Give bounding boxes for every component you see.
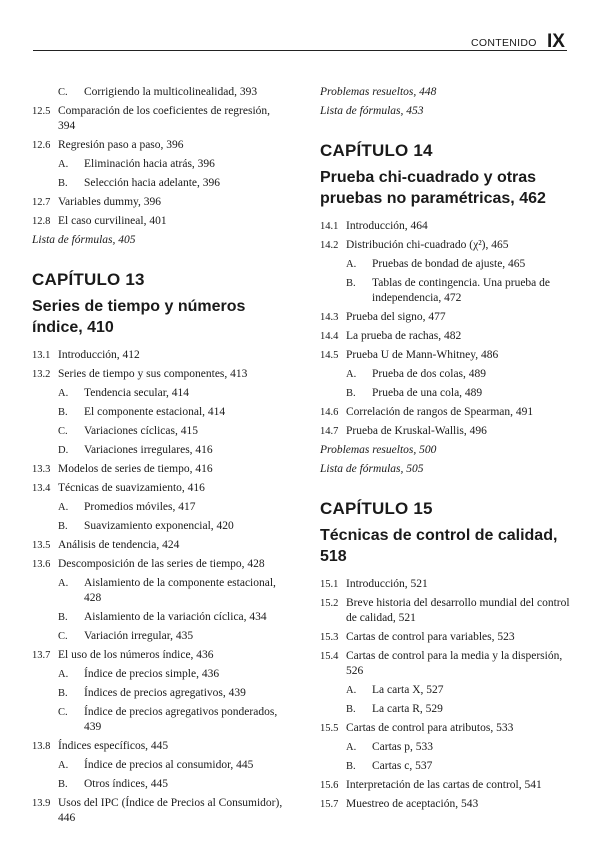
toc-entry-text: Lista de fórmulas, 453 [320,105,424,117]
chapter-label: CAPÍTULO 15 [320,499,433,518]
toc-entry-number: 14.4 [320,331,339,342]
toc-entry-number: A. [58,388,69,399]
toc-entry-text: Cartas p, 533 [372,741,434,753]
toc-list [320,577,575,812]
toc-entry [32,705,290,735]
toc-entry-number: 13.7 [32,650,51,661]
toc-list [320,219,575,477]
toc-entry [320,778,575,793]
toc-entry [320,85,575,100]
toc-entry-text: Índices específicos, 445 [58,740,169,752]
toc-entry-number: A. [58,760,69,771]
toc-entry-text: Prueba de dos colas, 489 [372,368,487,380]
toc-entry [32,739,290,754]
running-header: CONTENIDO [471,37,537,49]
toc-entry [320,683,575,698]
toc-entry [32,157,290,172]
toc-entry-text: Corrigiendo la multicolinealidad, 393 [84,86,258,98]
toc-entry [320,104,575,119]
toc-entry [32,481,290,496]
toc-entry-text: Problemas resueltos, 448 [320,86,437,98]
toc-entry [320,443,575,458]
toc-entry-text: Descomposición de las series de tiempo, 428 [58,558,265,570]
toc-entry-number: A. [346,369,357,380]
toc-entry-number: 12.8 [32,216,51,227]
toc-entry-number: 12.5 [32,106,51,117]
toc-entry-number: 12.6 [32,140,51,151]
toc-entry-text: Lista de fórmulas, 505 [320,463,424,475]
toc-entry-number: 14.3 [320,312,339,323]
toc-entry-number: D. [58,445,69,456]
toc-entry-number: 15.6 [320,780,339,791]
toc-entry-text: Promedios móviles, 417 [84,501,196,513]
chapter-label: CAPÍTULO 14 [320,141,433,160]
toc-entry [320,649,575,679]
toc-entry-text: Breve historia del desarrollo mundial del control de calidad, 521 [346,597,570,624]
toc-entry [32,85,290,100]
toc-entry [32,686,290,701]
toc-entry-number: C. [58,87,68,98]
toc-entry-text: Prueba del signo, 477 [346,311,446,323]
toc-entry-text: Índices de precios agregativos, 439 [84,687,246,699]
toc-entry-number: 14.2 [320,240,339,251]
toc-entry-number: B. [58,612,68,623]
toc-column-left [32,85,290,830]
toc-entry [32,462,290,477]
toc-entry-text: Tablas de contingencia. Una prueba de independencia, 472 [372,277,551,304]
toc-entry [32,610,290,625]
toc-entry-number: 14.1 [320,221,339,232]
toc-entry-number: B. [346,761,356,772]
toc-entry-number: B. [346,388,356,399]
page-number: IX [547,31,565,52]
toc-entry-text: Índice de precios al consumidor, 445 [84,759,254,771]
toc-entry [32,367,290,382]
toc-entry-text: Cartas de control para la media y la dispersión, 526 [346,650,563,677]
toc-entry-text: Problemas resueltos, 500 [320,444,437,456]
toc-entry [32,667,290,682]
toc-entry-text: Comparación de los coeficientes de regresión, 394 [58,105,271,132]
toc-entry [32,195,290,210]
toc-entry [320,721,575,736]
toc-entry-text: Variación irregular, 435 [84,630,194,642]
toc-entry-text: Análisis de tendencia, 424 [58,539,180,551]
toc-entry-number: 15.7 [320,799,339,810]
toc-entry [320,740,575,755]
chapter-title: Series de tiempo y números índice, 410 [32,298,246,336]
toc-entry-number: 15.5 [320,723,339,734]
toc-entry [32,576,290,606]
toc-list [32,85,290,248]
toc-entry-text: La prueba de rachas, 482 [346,330,462,342]
toc-entry [32,233,290,248]
toc-entry [320,424,575,439]
toc-entry-number: A. [346,259,357,270]
toc-entry-number: 14.6 [320,407,339,418]
toc-entry-number: A. [58,159,69,170]
toc-entry-number: 14.7 [320,426,339,437]
toc-entry-number: 15.1 [320,579,339,590]
toc-entry [32,557,290,572]
toc-entry-text: Prueba U de Mann-Whitney, 486 [346,349,499,361]
toc-entry-text: La carta R, 529 [372,703,443,715]
toc-entry [320,219,575,234]
toc-entry [32,214,290,229]
toc-entry-number: A. [58,502,69,513]
toc-list [32,348,290,826]
toc-entry-number: A. [346,685,357,696]
toc-entry [32,138,290,153]
toc-entry [320,310,575,325]
toc-entry-number: 13.2 [32,369,51,380]
toc-entry-text: Técnicas de suavizamiento, 416 [58,482,205,494]
toc-entry [320,405,575,420]
toc-entry-text: Introducción, 464 [346,220,428,232]
toc-entry [32,758,290,773]
toc-entry-text: Variaciones cíclicas, 415 [84,425,198,437]
toc-entry-text: Prueba de Kruskal-Wallis, 496 [346,425,487,437]
toc-entry-text: Índice de precios simple, 436 [84,668,220,680]
toc-entry-text: Variaciones irregulares, 416 [84,444,213,456]
toc-entry [320,238,575,253]
toc-entry-number: B. [58,779,68,790]
toc-entry [320,462,575,477]
toc-entry-text: Usos del IPC (Índice de Precios al Consumidor), 446 [58,797,283,824]
toc-entry-text: Variables dummy, 396 [58,196,162,208]
toc-entry-text: Aislamiento de la variación cíclica, 434 [84,611,267,623]
chapter-label: CAPÍTULO 13 [32,270,145,289]
toc-entry [32,519,290,534]
toc-entry [32,629,290,644]
toc-entry-number: 13.4 [32,483,51,494]
toc-entry-text: El componente estacional, 414 [84,406,226,418]
toc-entry-text: Series de tiempo y sus componentes, 413 [58,368,248,380]
toc-entry [32,176,290,191]
toc-entry-text: Suavizamiento exponencial, 420 [84,520,234,532]
toc-entry-number: 13.8 [32,741,51,752]
toc-entry [32,796,290,826]
toc-entry-text: Introducción, 412 [58,349,140,361]
toc-entry-number: 14.5 [320,350,339,361]
toc-entry-text: Introducción, 521 [346,578,428,590]
toc-entry-number: C. [58,707,68,718]
toc-entry-text: El uso de los números índice, 436 [58,649,214,661]
toc-entry [320,759,575,774]
toc-entry [32,777,290,792]
toc-entry-text: Lista de fórmulas, 405 [32,234,136,246]
toc-entry [32,500,290,515]
toc-entry-number: 15.4 [320,651,339,662]
toc-entry-text: Eliminación hacia atrás, 396 [84,158,215,170]
toc-entry-text: Distribución chi-cuadrado (χ²), 465 [346,239,509,251]
toc-entry [32,348,290,363]
toc-entry [32,405,290,420]
toc-entry-number: C. [58,426,68,437]
toc-entry-text: Modelos de series de tiempo, 416 [58,463,213,475]
toc-column-right [320,85,575,816]
toc-entry-number: B. [58,178,68,189]
toc-entry-number: 13.3 [32,464,51,475]
toc-entry-text: Selección hacia adelante, 396 [84,177,221,189]
toc-entry [320,386,575,401]
toc-entry-text: Prueba de una cola, 489 [372,387,483,399]
toc-entry-text: Pruebas de bondad de ajuste, 465 [372,258,526,270]
toc-entry-text: Otros índices, 445 [84,778,169,790]
toc-entry [320,797,575,812]
toc-entry-number: A. [346,742,357,753]
toc-entry [320,630,575,645]
toc-entry [320,257,575,272]
toc-entry-text: El caso curvilineal, 401 [58,215,167,227]
toc-entry-number: 15.2 [320,598,339,609]
toc-entry [320,596,575,626]
toc-entry [32,538,290,553]
toc-entry-number: 13.1 [32,350,51,361]
toc-entry-number: 15.3 [320,632,339,643]
toc-entry [32,386,290,401]
toc-entry-number: 13.5 [32,540,51,551]
toc-entry [32,648,290,663]
toc-entry-text: Índice de precios agregativos ponderados, 439 [84,706,278,733]
toc-entry-number: C. [58,631,68,642]
toc-entry-text: La carta X, 527 [372,684,444,696]
toc-entry-number: B. [58,407,68,418]
toc-entry-text: Cartas c, 537 [372,760,433,772]
toc-entry-text: Cartas de control para atributos, 533 [346,722,514,734]
toc-entry [320,367,575,382]
toc-entry-number: B. [346,278,356,289]
toc-entry [320,276,575,306]
toc-entry [32,443,290,458]
toc-entry-number: A. [58,578,69,589]
chapter-title: Prueba chi-cuadrado y otras pruebas no paramétricas, 462 [320,169,546,207]
toc-entry [320,329,575,344]
toc-entry-text: Aislamiento de la componente estacional, 428 [84,577,276,604]
toc-entry-text: Regresión paso a paso, 396 [58,139,184,151]
toc-entry [320,702,575,717]
toc-entry-number: A. [58,669,69,680]
toc-entry-number: B. [58,688,68,699]
toc-entry-text: Muestreo de aceptación, 543 [346,798,479,810]
toc-entry [32,104,290,134]
toc-entry [320,577,575,592]
toc-entry-number: B. [346,704,356,715]
header-rule [33,50,567,51]
chapter-title: Técnicas de control de calidad, 518 [320,527,558,565]
toc-entry [320,348,575,363]
toc-entry-text: Tendencia secular, 414 [84,387,190,399]
toc-entry-number: B. [58,521,68,532]
toc-entry-number: 13.9 [32,798,51,809]
toc-entry-number: 13.6 [32,559,51,570]
toc-entry-text: Correlación de rangos de Spearman, 491 [346,406,534,418]
toc-list [320,85,575,119]
toc-entry [32,424,290,439]
toc-entry-text: Interpretación de las cartas de control, 541 [346,779,542,791]
toc-entry-text: Cartas de control para variables, 523 [346,631,515,643]
toc-entry-number: 12.7 [32,197,51,208]
